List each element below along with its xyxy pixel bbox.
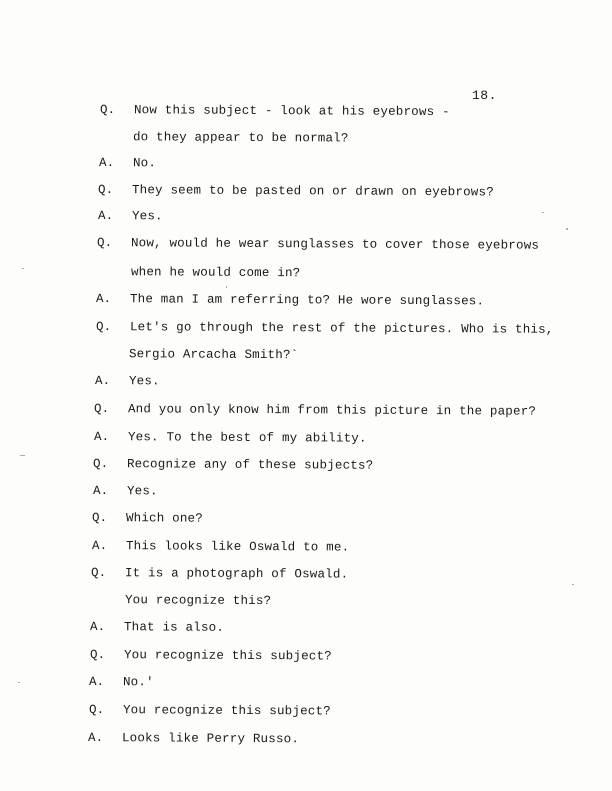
- speaker-label: A.: [87, 731, 104, 746]
- line-text: Now this subject - look at his eyebrows -: [133, 103, 450, 120]
- line-text: Which one?: [125, 511, 204, 526]
- speaker-label: Q.: [88, 703, 105, 718]
- line-text: Recognize any of these subjects?: [126, 457, 374, 473]
- scan-speck: [22, 268, 24, 269]
- speaker-label: Q.: [93, 402, 110, 417]
- line-text: do they appear to be normal?: [132, 130, 349, 146]
- line-text: Yes.: [128, 374, 160, 389]
- speaker-label: A.: [98, 156, 115, 171]
- line-text: Yes.: [131, 209, 163, 224]
- page-number: 18.: [472, 88, 497, 103]
- speaker-label: A.: [94, 374, 111, 389]
- speaker-label: Q.: [92, 457, 109, 472]
- speaker-label: A.: [91, 539, 108, 554]
- speaker-label: Q.: [95, 320, 112, 335]
- line-text: Yes. To the best of my ability.: [127, 430, 367, 446]
- line-text: No.: [132, 156, 157, 171]
- speaker-label: Q.: [89, 648, 106, 663]
- scan-speck: [18, 682, 20, 683]
- line-text: Looks like Perry Russo.: [121, 731, 300, 747]
- line-text: You recognize this?: [124, 593, 272, 609]
- line-text: when he would come in?: [130, 265, 301, 281]
- scan-speck: [572, 584, 574, 585]
- line-text: This looks like Oswald to me.: [125, 539, 350, 555]
- line-text: Now, would he wear sunglasses to cover those eyebrows: [130, 236, 540, 253]
- speaker-label: Q.: [96, 236, 113, 251]
- scan-speck: [226, 286, 227, 288]
- speaker-label: A.: [97, 209, 114, 224]
- line-text: Yes.: [126, 484, 158, 499]
- line-text: No.': [122, 675, 154, 690]
- line-text: Sergio Arcacha Smith?`: [128, 347, 299, 363]
- speaker-label: Q.: [91, 511, 108, 526]
- scan-speck: [566, 228, 568, 230]
- line-text: You recognize this subject?: [123, 648, 332, 664]
- line-text: That is also.: [123, 620, 225, 635]
- speaker-label: A.: [95, 292, 112, 307]
- line-text: Let's go through the rest of the pictures. Who is this,: [129, 320, 554, 337]
- speaker-label: A.: [92, 484, 109, 499]
- speaker-label: Q.: [99, 103, 116, 118]
- line-text: It is a photograph of Oswald.: [124, 566, 349, 582]
- speaker-label: A.: [88, 675, 105, 690]
- speaker-label: A.: [89, 620, 106, 635]
- scan-speck: [20, 455, 25, 456]
- speaker-label: A.: [93, 430, 110, 445]
- scan-speck: [542, 212, 544, 213]
- speaker-label: Q.: [97, 183, 114, 198]
- line-text: And you only know him from this picture in the paper?: [127, 402, 537, 419]
- line-text: They seem to be pasted on or drawn on eyebrows?: [131, 183, 494, 200]
- line-text: You recognize this subject?: [122, 703, 331, 719]
- speaker-label: Q.: [90, 566, 107, 581]
- line-text: The man I am referring to? He wore sunglasses.: [129, 292, 485, 309]
